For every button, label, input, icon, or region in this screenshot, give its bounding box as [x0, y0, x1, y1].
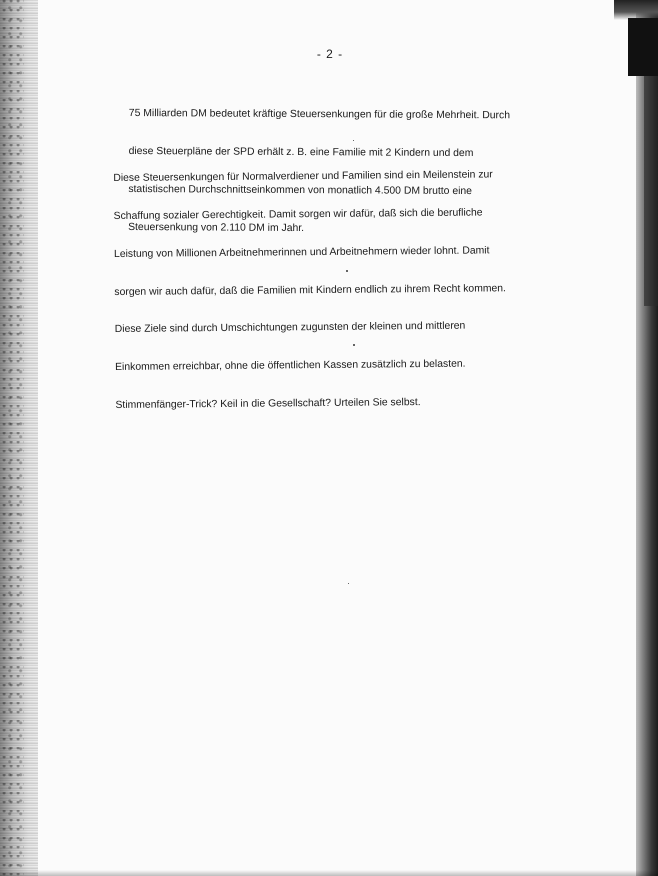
paragraph-2-line: Diese Ziele sind durch Umschichtungen zugunsten der kleinen und mittleren	[114, 320, 466, 336]
paragraph-1-line: statistischen Durchschnittseinkommen von monatlich 4.500 DM brutto eine	[128, 183, 473, 197]
paragraph-2-line: Diese Steuersenkungen für Normalverdiener und Familien sind ein Meilenstein zur	[113, 169, 493, 185]
scan-bottom-edge	[0, 870, 658, 876]
scan-speck	[353, 344, 355, 346]
scan-speck	[348, 583, 349, 584]
page-number: - 2 -	[316, 47, 344, 61]
scan-dark-block	[628, 18, 658, 76]
paragraph-2-line: Stimmenfänger-Trick? Keil in die Gesellschaft? Urteilen Sie selbst.	[115, 396, 421, 411]
paragraph-2-line: Einkommen erreichbar, ohne die öffentlichen Kassen zusätzlich zu belasten.	[115, 358, 466, 374]
paragraph-1-line: 75 Milliarden DM bedeutet kräftige Steuersenkungen für die große Mehrheit. Durch	[128, 108, 511, 122]
scan-speck	[353, 140, 354, 141]
paragraph-1-line: Steuersenkung von 2.110 DM im Jahr.	[128, 221, 305, 234]
scan-dark-strip	[644, 76, 658, 306]
scan-speck	[346, 270, 348, 272]
paragraph-1-line: diese Steuerpläne der SPD erhält z. B. eine Familie mit 2 Kindern und dem	[128, 145, 474, 160]
scan-noise	[2, 0, 24, 876]
scan-right-edge-top	[614, 0, 658, 20]
paragraph-2-line: sorgen wir auch dafür, daß die Familien mit Kindern endlich zu ihrem Recht kommen.	[114, 282, 506, 298]
paragraph-2-line: Schaffung sozialer Gerechtigkeit. Damit sorgen wir dafür, daß sich die berufliche	[113, 207, 483, 222]
paragraph-2	[113, 144, 507, 437]
paragraph-2-line: Leistung von Millionen Arbeitnehmerinnen und Arbeitnehmern wieder lohnt. Damit	[113, 245, 490, 260]
